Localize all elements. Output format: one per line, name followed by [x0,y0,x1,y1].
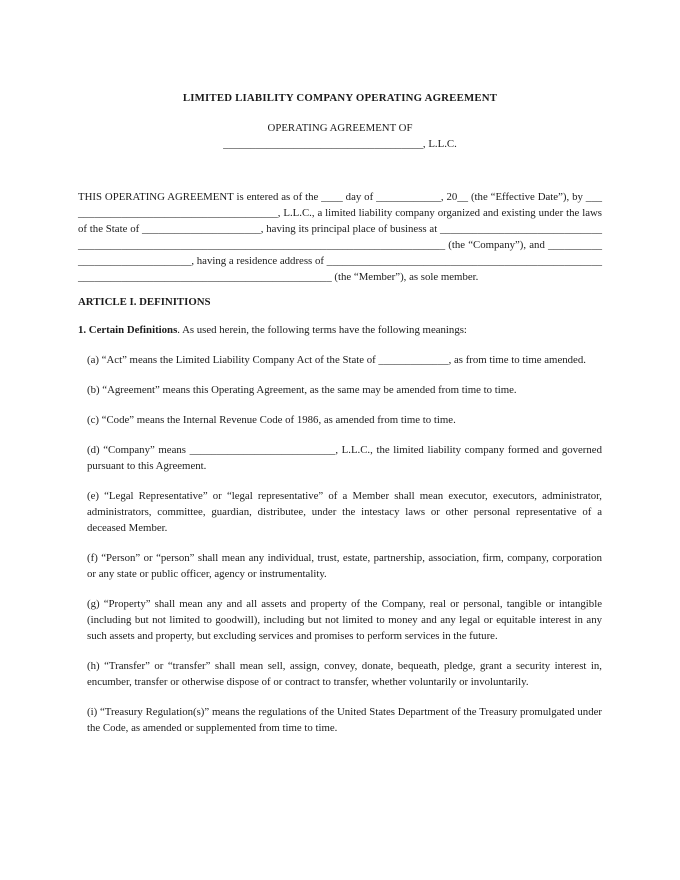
preamble-paragraph: THIS OPERATING AGREEMENT is entered as of the ____ day of ____________, 20__ (the “Effective Date”), by ________________________________________, L.L.C., a limited liability company organized and existing under the laws of the State of ______________________, having its principal place of business at __________________________________________________________________________________________________ (the “Company”), and _______________________________, having a residence address of __________________________________________________________________________________________________ (the “Member”), as sole member. [78,191,602,283]
subtitle-company-name-line [78,136,602,152]
definition-item-d: (d) “Company” means ___________________________, L.L.C., the limited liability company formed and governed pursuant to this Agreement. [87,444,602,472]
article-i-heading: ARTICLE I. DEFINITIONS [78,296,211,308]
definition-item-c: (c) “Code” means the Internal Revenue Code of 1986, as amended from time to time. [87,414,456,426]
subtitle-operating-agreement-of: OPERATING AGREEMENT OF [267,122,413,134]
company-name-blank: _____________________________________ [223,138,423,150]
section-1-text: . As used herein, the following terms have the following meanings: [177,324,467,336]
section-1-intro [78,322,602,338]
definition-item-g: (g) “Property” shall mean any and all assets and property of the Company, real or personal, tangible or intangible (including but not limited to goodwill), including but not limited to money and any legal or equitable interest in any such assets and property, but excluding services and promises to perform services in the future. [87,598,602,642]
definition-item-a: (a) “Act” means the Limited Liability Company Act of the State of _____________, as from time to time amended. [87,354,586,366]
definition-item-b: (b) “Agreement” means this Operating Agreement, as the same may be amended from time to time. [87,384,517,396]
definitions-list [78,352,602,736]
definition-item-e: (e) “Legal Representative” or “legal representative” of a Member shall mean executor, executors, administrator, administrators, committee, guardian, distributee, under the intestacy laws or other personal representative of a deceased Member. [87,490,602,534]
definition-item-h: (h) “Transfer” or “transfer” shall mean sell, assign, convey, donate, bequeath, pledge, grant a security interest in, encumber, transfer or otherwise dispose of or contract to transfer, whether voluntarily or involuntarily. [87,660,602,688]
document-title: LIMITED LIABILITY COMPANY OPERATING AGREEMENT [182,92,498,104]
section-1-label: 1. Certain Definitions [78,324,178,336]
definition-item-f: (f) “Person” or “person” shall mean any individual, trust, estate, partnership, association, firm, company, corporation or any state or public officer, agency or instrumentality. [87,552,602,580]
definition-item-i: (i) “Treasury Regulation(s)” means the regulations of the United States Department of the Treasury promulgated under the Code, as amended or supplemented from time to time. [87,706,602,734]
company-name-suffix: , L.L.C. [422,138,457,150]
